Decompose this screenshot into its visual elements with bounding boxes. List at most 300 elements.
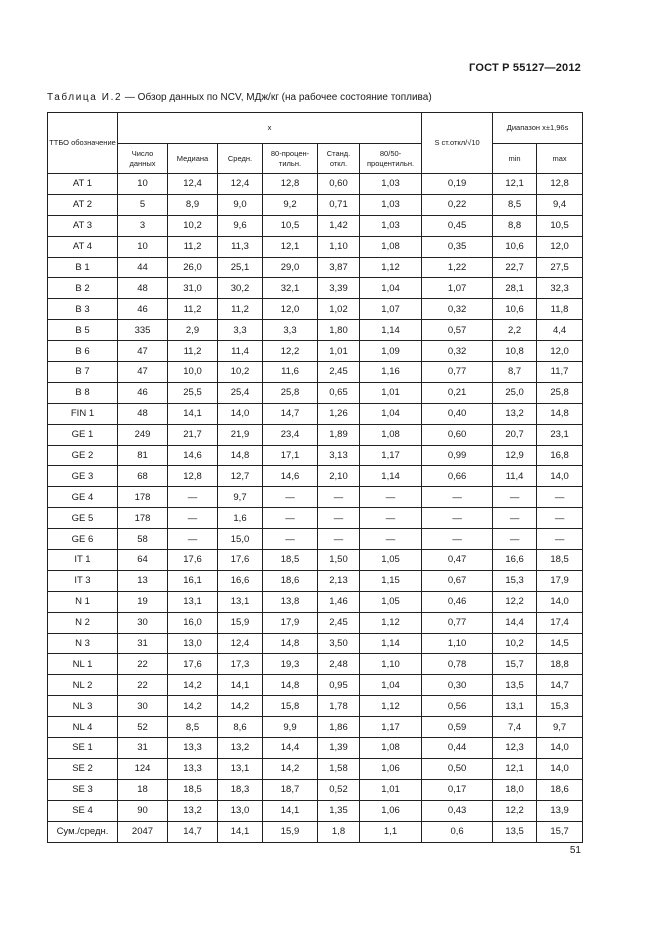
table-cell: 15,8 (263, 696, 318, 717)
header-count: Число данных (118, 144, 168, 174)
table-cell: 1,80 (318, 320, 360, 341)
table-cell: 14,7 (537, 675, 583, 696)
table-cell: 1,06 (360, 800, 422, 821)
table-cell: 1,04 (360, 403, 422, 424)
table-cell: 46 (118, 299, 168, 320)
table-cell: 90 (118, 800, 168, 821)
table-cell: 0,17 (422, 779, 493, 800)
table-cell: 12,4 (218, 174, 263, 195)
table-cell: 10,2 (168, 215, 218, 236)
ncv-data-table (47, 112, 583, 843)
table-row (48, 194, 583, 215)
table-cell: 1,06 (360, 758, 422, 779)
table-cell: 17,6 (218, 550, 263, 571)
table-row (48, 779, 583, 800)
table-cell: 11,8 (537, 299, 583, 320)
table-cell: 10,0 (168, 362, 218, 383)
row-label: FIN 1 (48, 403, 118, 424)
table-cell: 12,8 (537, 174, 583, 195)
table-cell: 0,35 (422, 236, 493, 257)
table-cell: 14,2 (263, 758, 318, 779)
table-cell: 18,8 (537, 654, 583, 675)
table-row (48, 800, 583, 821)
table-cell: 15,3 (493, 570, 537, 591)
row-label: B 6 (48, 341, 118, 362)
table-cell: 14,7 (263, 403, 318, 424)
table-cell: 14,2 (168, 675, 218, 696)
table-cell: 0,60 (422, 424, 493, 445)
table-cell: — (537, 529, 583, 550)
table-cell: 9,7 (537, 717, 583, 738)
table-cell: 0,43 (422, 800, 493, 821)
table-cell: 1,15 (360, 570, 422, 591)
table-cell: — (422, 508, 493, 529)
table-cell: 249 (118, 424, 168, 445)
table-cell: 14,4 (263, 738, 318, 759)
row-label: NL 2 (48, 675, 118, 696)
table-cell: 12,9 (493, 445, 537, 466)
table-cell: 13,9 (537, 800, 583, 821)
table-cell: 25,8 (537, 382, 583, 403)
table-cell: 30 (118, 612, 168, 633)
table-cell: 15,7 (493, 654, 537, 675)
table-cell: 29,0 (263, 257, 318, 278)
table-cell: 1,6 (218, 508, 263, 529)
table-cell: 1,08 (360, 424, 422, 445)
table-cell: 11,4 (218, 341, 263, 362)
page-number: 51 (569, 845, 581, 856)
table-cell: 12,2 (493, 591, 537, 612)
table-cell: 1,03 (360, 174, 422, 195)
table-cell: 1,03 (360, 194, 422, 215)
table-cell: 10 (118, 174, 168, 195)
table-cell: 12,3 (493, 738, 537, 759)
table-cell: 68 (118, 466, 168, 487)
table-cell: — (360, 529, 422, 550)
table-cell: 25,1 (218, 257, 263, 278)
caption-label: Таблица И.2 (47, 92, 123, 103)
table-cell: 9,7 (218, 487, 263, 508)
table-row (48, 382, 583, 403)
table-cell: 3,13 (318, 445, 360, 466)
table-cell: 1,01 (318, 341, 360, 362)
table-cell: 13,5 (493, 821, 537, 842)
table-cell: 26,0 (168, 257, 218, 278)
row-label: B 2 (48, 278, 118, 299)
table-cell: 0,77 (422, 612, 493, 633)
table-cell: 7,4 (493, 717, 537, 738)
table-cell: — (493, 508, 537, 529)
table-cell: 178 (118, 487, 168, 508)
row-label: B 5 (48, 320, 118, 341)
table-row (48, 696, 583, 717)
table-row (48, 633, 583, 654)
row-label: N 3 (48, 633, 118, 654)
table-cell: 9,4 (537, 194, 583, 215)
table-cell: 11,2 (168, 236, 218, 257)
table-cell: 21,9 (218, 424, 263, 445)
table-cell: 13 (118, 570, 168, 591)
table-cell: 12,2 (263, 341, 318, 362)
table-cell: 15,3 (537, 696, 583, 717)
row-label: AT 2 (48, 194, 118, 215)
table-cell: 23,4 (263, 424, 318, 445)
table-cell: 1,10 (318, 236, 360, 257)
table-cell: 12,8 (263, 174, 318, 195)
row-label: AT 3 (48, 215, 118, 236)
table-cell: 13,3 (168, 738, 218, 759)
table-cell: 10,2 (493, 633, 537, 654)
row-label: NL 3 (48, 696, 118, 717)
table-cell: — (263, 529, 318, 550)
table-cell: 12,0 (537, 341, 583, 362)
table-cell: 10,6 (493, 236, 537, 257)
table-cell: 15,9 (263, 821, 318, 842)
table-cell: 16,6 (218, 570, 263, 591)
row-label: GE 6 (48, 529, 118, 550)
table-cell: 1,17 (360, 445, 422, 466)
table-cell: 14,8 (263, 633, 318, 654)
table-cell: 14,0 (537, 466, 583, 487)
table-cell: 13,2 (168, 800, 218, 821)
table-cell: 12,2 (493, 800, 537, 821)
table-cell: 1,10 (422, 633, 493, 654)
table-cell: 2,48 (318, 654, 360, 675)
table-cell: 13,1 (168, 591, 218, 612)
table-cell: 28,1 (493, 278, 537, 299)
table-cell: 17,3 (218, 654, 263, 675)
table-cell: 17,9 (537, 570, 583, 591)
table-cell: 1,08 (360, 236, 422, 257)
table-cell: 48 (118, 403, 168, 424)
table-cell: 0,99 (422, 445, 493, 466)
table-cell: 1,02 (318, 299, 360, 320)
table-cell: 16,6 (493, 550, 537, 571)
table-cell: 44 (118, 257, 168, 278)
table-cell: 1,05 (360, 550, 422, 571)
table-row (48, 257, 583, 278)
table-row (48, 529, 583, 550)
table-cell: 14,1 (168, 403, 218, 424)
table-cell: — (263, 487, 318, 508)
table-cell: 18,5 (537, 550, 583, 571)
table-row (48, 487, 583, 508)
table-cell: 13,5 (493, 675, 537, 696)
table-cell: 14,1 (218, 675, 263, 696)
table-cell: — (493, 487, 537, 508)
row-label: B 1 (48, 257, 118, 278)
table-cell: 12,0 (263, 299, 318, 320)
table-cell: 0,52 (318, 779, 360, 800)
row-label: SE 1 (48, 738, 118, 759)
table-row (48, 508, 583, 529)
header-x: x (118, 113, 422, 144)
table-cell: 14,0 (218, 403, 263, 424)
table-cell: 15,0 (218, 529, 263, 550)
table-row (48, 758, 583, 779)
table-cell: 11,2 (168, 341, 218, 362)
header-std: Станд. откл. (318, 144, 360, 174)
table-cell: 2,45 (318, 362, 360, 383)
table-cell: 18,5 (263, 550, 318, 571)
table-cell: 0,21 (422, 382, 493, 403)
row-label: N 1 (48, 591, 118, 612)
table-row (48, 466, 583, 487)
table-cell: 15,7 (537, 821, 583, 842)
table-cell: 13,1 (218, 758, 263, 779)
row-label: IT 3 (48, 570, 118, 591)
table-cell: 12,1 (493, 174, 537, 195)
table-cell: 18,6 (263, 570, 318, 591)
table-row (48, 654, 583, 675)
table-cell: 1,78 (318, 696, 360, 717)
table-cell: 14,1 (218, 821, 263, 842)
row-label: GE 2 (48, 445, 118, 466)
table-cell: 16,0 (168, 612, 218, 633)
table-cell: 0,57 (422, 320, 493, 341)
table-row (48, 320, 583, 341)
row-label: GE 5 (48, 508, 118, 529)
table-cell: 10 (118, 236, 168, 257)
table-cell: 12,0 (537, 236, 583, 257)
row-label: AT 4 (48, 236, 118, 257)
table-cell: 1,46 (318, 591, 360, 612)
table-cell: 14,6 (263, 466, 318, 487)
table-cell: 2,10 (318, 466, 360, 487)
row-label: NL 4 (48, 717, 118, 738)
row-label: SE 3 (48, 779, 118, 800)
row-label: IT 1 (48, 550, 118, 571)
table-cell: 31 (118, 738, 168, 759)
table-row (48, 403, 583, 424)
table-cell: 18,0 (493, 779, 537, 800)
table-cell: 5 (118, 194, 168, 215)
table-cell: 10,5 (263, 215, 318, 236)
table-cell: — (168, 487, 218, 508)
table-cell: 12,4 (168, 174, 218, 195)
table-cell: — (263, 508, 318, 529)
table-cell: 1,1 (360, 821, 422, 842)
table-cell: — (318, 508, 360, 529)
table-cell: 14,2 (168, 696, 218, 717)
table-cell: — (360, 487, 422, 508)
table-cell: 3,3 (218, 320, 263, 341)
table-cell: 0,66 (422, 466, 493, 487)
row-label: SE 4 (48, 800, 118, 821)
table-cell: 3,87 (318, 257, 360, 278)
table-cell: 0,32 (422, 299, 493, 320)
table-cell: 0,19 (422, 174, 493, 195)
table-cell: 178 (118, 508, 168, 529)
table-cell: 30,2 (218, 278, 263, 299)
table-cell: 0,44 (422, 738, 493, 759)
table-cell: 9,0 (218, 194, 263, 215)
table-row (48, 550, 583, 571)
table-row (48, 299, 583, 320)
table-cell: 18,6 (537, 779, 583, 800)
table-cell: 12,1 (263, 236, 318, 257)
table-cell: 0,32 (422, 341, 493, 362)
table-cell: 81 (118, 445, 168, 466)
table-cell: 27,5 (537, 257, 583, 278)
table-cell: 12,1 (493, 758, 537, 779)
table-row (48, 341, 583, 362)
table-cell: 0,77 (422, 362, 493, 383)
table-cell: 47 (118, 341, 168, 362)
header-mean: Средн. (218, 144, 263, 174)
table-cell: 0,46 (422, 591, 493, 612)
table-cell: 13,2 (493, 403, 537, 424)
table-cell: 0,56 (422, 696, 493, 717)
table-cell: 0,71 (318, 194, 360, 215)
table-row (48, 738, 583, 759)
table-cell: 23,1 (537, 424, 583, 445)
document-code: ГОСТ Р 55127—2012 (469, 62, 581, 74)
table-cell: 47 (118, 362, 168, 383)
table-cell: 8,7 (493, 362, 537, 383)
table-cell: 1,50 (318, 550, 360, 571)
row-label: SE 2 (48, 758, 118, 779)
table-cell: 22,7 (493, 257, 537, 278)
table-cell: 0,45 (422, 215, 493, 236)
row-label: GE 4 (48, 487, 118, 508)
table-cell: 0,40 (422, 403, 493, 424)
table-cell: 25,8 (263, 382, 318, 403)
table-cell: 1,14 (360, 633, 422, 654)
table-cell: 11,2 (218, 299, 263, 320)
header-p80: 80-процен- тильн. (263, 144, 318, 174)
table-cell: 46 (118, 382, 168, 403)
table-cell: 3,50 (318, 633, 360, 654)
table-cell: 1,86 (318, 717, 360, 738)
table-cell: 25,4 (218, 382, 263, 403)
table-cell: 1,26 (318, 403, 360, 424)
table-cell: 11,4 (493, 466, 537, 487)
table-cell: 31,0 (168, 278, 218, 299)
header-std-error: S ст.откл/√10 (422, 113, 493, 174)
table-cell: 1,8 (318, 821, 360, 842)
table-cell: 10,8 (493, 341, 537, 362)
table-cell: 14,7 (168, 821, 218, 842)
table-row (48, 675, 583, 696)
table-cell: 1,10 (360, 654, 422, 675)
table-cell: 8,5 (168, 717, 218, 738)
table-cell: 9,6 (218, 215, 263, 236)
table-row (48, 445, 583, 466)
table-cell: 19 (118, 591, 168, 612)
table-cell: 1,03 (360, 215, 422, 236)
table-cell: 1,17 (360, 717, 422, 738)
table-cell: 1,89 (318, 424, 360, 445)
table-cell: 0,78 (422, 654, 493, 675)
table-cell: 12,8 (168, 466, 218, 487)
table-cell: 13,0 (218, 800, 263, 821)
table-cell: — (422, 529, 493, 550)
table-cell: 10,5 (537, 215, 583, 236)
table-cell: 14,8 (218, 445, 263, 466)
table-cell: — (422, 487, 493, 508)
table-cell: 14,5 (537, 633, 583, 654)
table-cell: 2,13 (318, 570, 360, 591)
table-cell: — (493, 529, 537, 550)
table-cell: 1,09 (360, 341, 422, 362)
table-cell: 13,3 (168, 758, 218, 779)
table-cell: 14,8 (537, 403, 583, 424)
table-cell: 1,14 (360, 320, 422, 341)
table-cell: 1,16 (360, 362, 422, 383)
table-cell: — (168, 508, 218, 529)
table-cell: 1,05 (360, 591, 422, 612)
table-cell: 25,5 (168, 382, 218, 403)
table-cell: 10,6 (493, 299, 537, 320)
table-body (48, 174, 583, 843)
table-cell: — (537, 508, 583, 529)
table-cell: 124 (118, 758, 168, 779)
table-cell: 14,0 (537, 758, 583, 779)
row-label: GE 1 (48, 424, 118, 445)
table-cell: 15,9 (218, 612, 263, 633)
table-cell: 13,8 (263, 591, 318, 612)
table-cell: 0,95 (318, 675, 360, 696)
table-caption (47, 92, 432, 103)
row-label: AT 1 (48, 174, 118, 195)
table-cell: 13,2 (218, 738, 263, 759)
table-cell: 1,12 (360, 257, 422, 278)
table-cell: 32,3 (537, 278, 583, 299)
table-cell: 16,1 (168, 570, 218, 591)
table-cell: 10,2 (218, 362, 263, 383)
table-cell: 1,12 (360, 612, 422, 633)
table-cell: — (537, 487, 583, 508)
table-cell: 1,07 (360, 299, 422, 320)
table-cell: 0,47 (422, 550, 493, 571)
table-cell: 1,35 (318, 800, 360, 821)
header-max: max (537, 144, 583, 174)
table-cell: 58 (118, 529, 168, 550)
table-cell: 0,59 (422, 717, 493, 738)
table-cell: 18,5 (168, 779, 218, 800)
table-cell: 1,42 (318, 215, 360, 236)
table-cell: 3,3 (263, 320, 318, 341)
table-cell: — (168, 529, 218, 550)
table-cell: 8,9 (168, 194, 218, 215)
table-cell: 14,1 (263, 800, 318, 821)
header-ttbo: ТТБО обозначение (48, 113, 118, 174)
table-cell: 14,8 (263, 675, 318, 696)
table-cell: 13,1 (218, 591, 263, 612)
table-cell: 1,01 (360, 779, 422, 800)
table-cell: 1,04 (360, 675, 422, 696)
table-cell: 25,0 (493, 382, 537, 403)
table-cell: 1,39 (318, 738, 360, 759)
row-label: B 3 (48, 299, 118, 320)
table-row (48, 612, 583, 633)
table-cell: 11,2 (168, 299, 218, 320)
table-cell: 17,9 (263, 612, 318, 633)
table-cell: 48 (118, 278, 168, 299)
table-cell: 4,4 (537, 320, 583, 341)
table-cell: 31 (118, 633, 168, 654)
table-cell: 0,30 (422, 675, 493, 696)
table-cell: 17,1 (263, 445, 318, 466)
table-cell: 12,4 (218, 633, 263, 654)
table-cell: — (318, 487, 360, 508)
table-cell: 21,7 (168, 424, 218, 445)
table-row (48, 236, 583, 257)
table-cell: 13,1 (493, 696, 537, 717)
row-label: B 8 (48, 382, 118, 403)
table-cell: 1,07 (422, 278, 493, 299)
